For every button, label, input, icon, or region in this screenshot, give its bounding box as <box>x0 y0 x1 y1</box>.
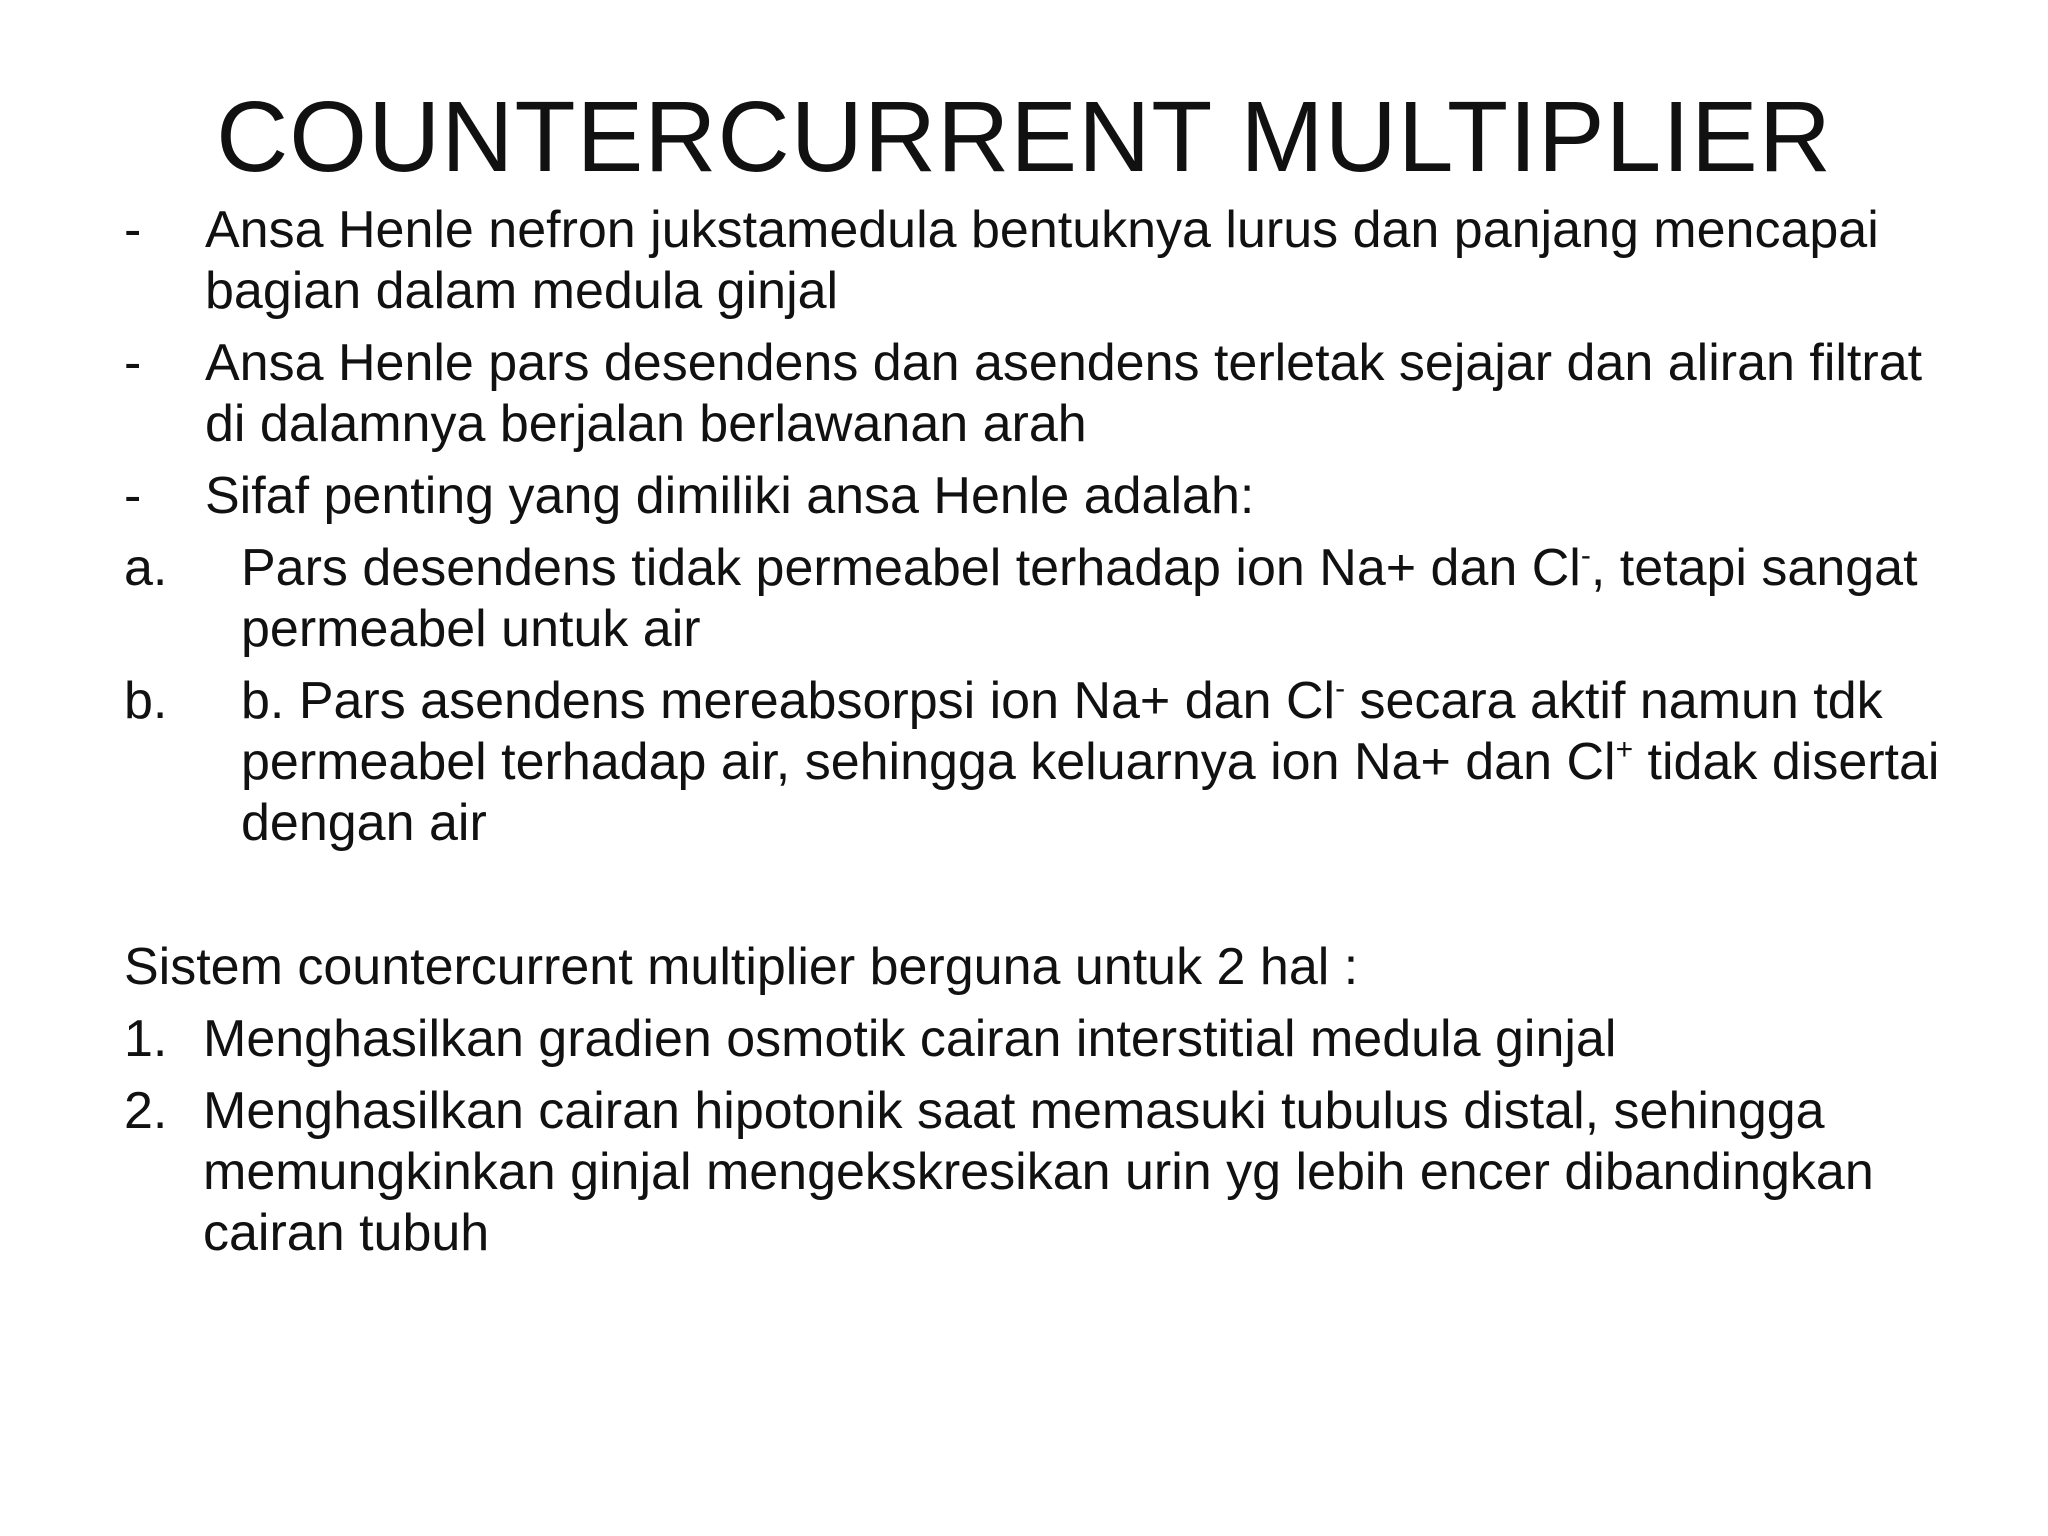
bullet-item <box>124 333 1964 455</box>
bullet-text: Ansa Henle pars desendens dan asendens terletak sejajar dan aliran filtrat di dalamnya berjalan berlawanan arah <box>205 334 1923 453</box>
bullet-text: Ansa Henle nefron jukstamedula bentuknya lurus dan panjang mencapai bagian dalam medula ginjal <box>205 201 1879 320</box>
bullet-marker: - <box>124 467 142 525</box>
slide-body <box>124 200 1964 1275</box>
bullet-text: Sifaf penting yang dimiliki ansa Henle adalah: <box>205 467 1255 525</box>
list-marker: b. <box>124 672 168 730</box>
item-text: secara aktif namun tdk permeabel terhadap air, sehingga keluarnya ion Na+ dan Cl <box>241 672 1883 791</box>
bullet-item <box>124 200 1964 322</box>
superscript-charge: + <box>1615 733 1634 766</box>
list-marker: 1. <box>124 1010 168 1068</box>
item-text: Pars desendens tidak permeabel terhadap ion Na+ dan Cl <box>241 539 1581 597</box>
superscript-charge: - <box>1580 539 1591 572</box>
numbered-item-2 <box>124 1081 1964 1264</box>
intro-paragraph: Sistem countercurrent multiplier berguna untuk 2 hal : <box>124 938 1359 996</box>
list-marker: 2. <box>124 1082 168 1140</box>
slide-title: COUNTERCURRENT MULTIPLIER <box>216 81 1832 193</box>
lettered-item-a <box>124 538 1964 660</box>
superscript-charge: - <box>1335 672 1346 705</box>
item-text: b. Pars asendens mereabsorpsi ion Na+ dan Cl <box>241 672 1336 730</box>
lettered-item-b <box>124 671 1964 854</box>
list-marker: a. <box>124 539 168 597</box>
numbered-item-1 <box>124 1009 1964 1070</box>
bullet-item <box>124 466 1964 527</box>
item-text: Menghasilkan gradien osmotik cairan interstitial medula ginjal <box>203 1010 1617 1068</box>
section-gap <box>124 865 1964 937</box>
bullet-marker: - <box>124 201 142 259</box>
item-text: tidak disertai dengan air <box>241 733 1940 852</box>
item-text: , tetapi sangat permeabel untuk air <box>241 539 1918 658</box>
bullet-marker: - <box>124 334 142 392</box>
item-text: Menghasilkan cairan hipotonik saat memasuki tubulus distal, sehingga memungkinkan ginjal mengekskresikan urin yg lebih encer dibandingkan cairan tubuh <box>203 1082 1874 1262</box>
